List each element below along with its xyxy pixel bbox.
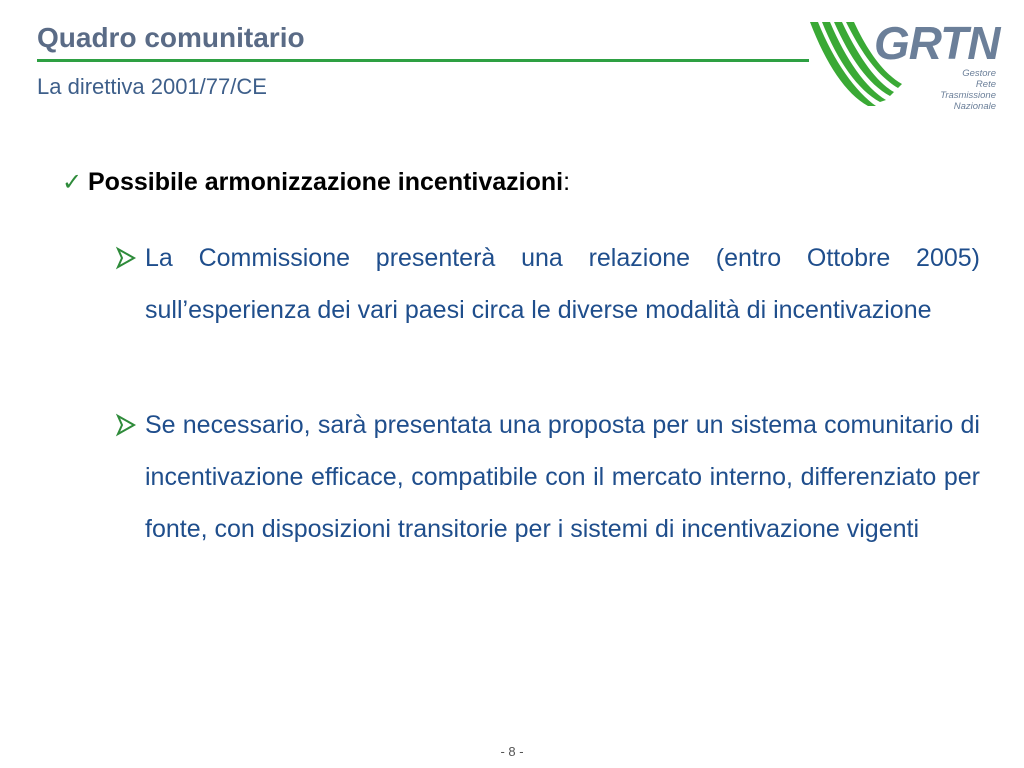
check-icon: ✓: [62, 169, 83, 196]
grtn-logo: [806, 14, 1012, 114]
logo-tagline-line: Rete: [975, 79, 996, 90]
main-point: [62, 168, 570, 197]
main-point-label: Possibile armonizzazione incentivazioni: [88, 168, 564, 196]
logo-tagline-line: Trasmissione: [940, 90, 996, 101]
logo-tagline: [940, 68, 996, 112]
arrow-bullet-icon: [114, 232, 142, 284]
main-point-suffix: :: [563, 168, 571, 196]
arrow-bullet-icon: [114, 399, 142, 451]
bullet-item: [114, 232, 980, 336]
slide-subtitle: La direttiva 2001/77/CE: [37, 74, 267, 99]
page-number: - 8 -: [500, 744, 524, 759]
bullet-text: La Commissione presenterà una relazione (entro Ottobre 2005) sull’esperienza dei vari paesi circa le diverse modalità di incentivazione: [145, 244, 980, 324]
logo-tagline-line: Nazionale: [953, 101, 996, 112]
bullet-text: Se necessario, sarà presentata una proposta per un sistema comunitario di incentivazione efficace, compatibile con il mercato interno, differenziato per fonte, con disposizioni transitorie per i sistemi di incentivazione vigenti: [145, 411, 980, 543]
logo-wordmark: GRTN: [874, 17, 1000, 69]
title-divider: [37, 59, 809, 62]
bullet-item: [114, 399, 980, 555]
logo-tagline-line: Gestore: [962, 68, 996, 79]
slide-title: Quadro comunitario: [37, 22, 305, 53]
